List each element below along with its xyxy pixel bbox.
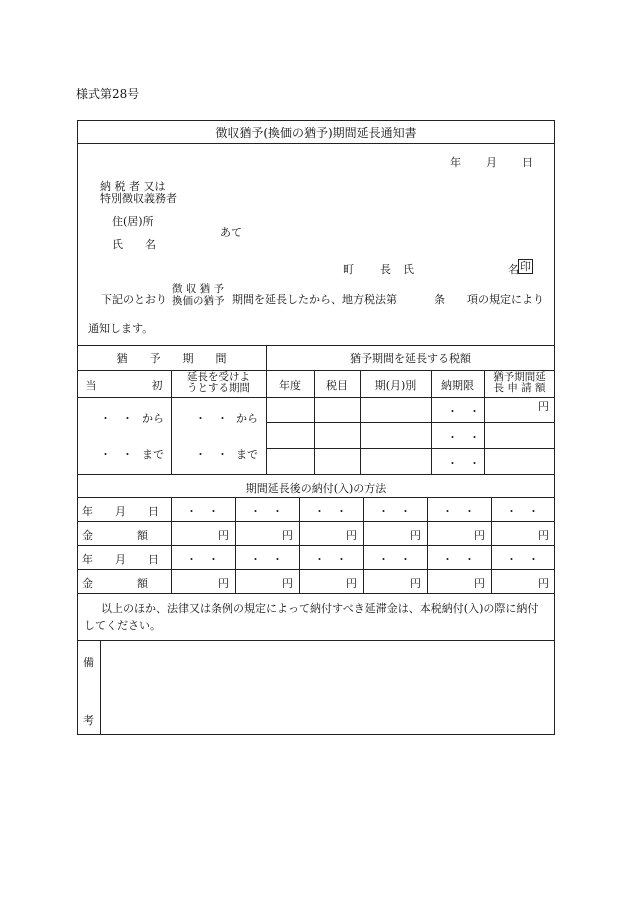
payment-date-1-2: ・ ・ [250, 505, 283, 518]
payment-date-2-3: ・ ・ [314, 553, 347, 566]
payment-yen-2-1: 円 [218, 577, 229, 590]
col-requested-line2: うとする期間 [187, 382, 250, 394]
col-period: 期(月)別 [374, 379, 417, 392]
late-charge-note: 以上のほか、法律又は条例の規定によって納付すべき延滞金は、本税納付(入)の際に納付してください。 [84, 602, 539, 632]
rule [491, 497, 492, 593]
payment-amount-label-2: 金 額 [82, 577, 148, 590]
address-label: 住(居)所 [112, 215, 154, 228]
payment-yen-2-5: 円 [474, 577, 485, 590]
initial-until-label: まで [142, 448, 164, 461]
remarks-field[interactable] [101, 641, 554, 734]
initial-from-label: から [142, 412, 164, 425]
requested-until-label: まで [236, 448, 258, 461]
deferral-period-header: 猶 予 期 間 [116, 352, 227, 365]
due-date-row2: ・ ・ [447, 431, 480, 444]
rule [299, 497, 300, 593]
payment-date-1-4: ・ ・ [378, 505, 411, 518]
payment-yen-1-1: 円 [218, 529, 229, 542]
issuer-town: 町 [343, 263, 354, 276]
payment-method-header: 期間延長後の納付(入)の方法 [245, 482, 387, 495]
col-requested-line1: 延長を受けよ [187, 371, 250, 383]
payment-date-label-1: 年 月 日 [82, 505, 159, 518]
remarks-label-bottom: 考 [83, 714, 94, 727]
col-amount-line1: 猶予期間延 [493, 371, 546, 383]
issuer-name: 名 [508, 263, 519, 276]
col-amount-line2: 長 申 請 額 [493, 382, 546, 394]
col-fiscal-year: 年度 [279, 379, 301, 392]
rule [266, 448, 555, 449]
rule [266, 422, 555, 423]
rule [77, 521, 555, 522]
form-title: 徴収猶予(換価の猶予)期間延長通知書 [215, 126, 417, 140]
rule [171, 497, 172, 593]
rule [77, 545, 555, 546]
payment-date-1-1: ・ ・ [186, 505, 219, 518]
choice-collection-deferral: 徴 収 猶 予 [172, 283, 225, 295]
payment-yen-1-6: 円 [538, 529, 549, 542]
taxpayer-label: 納 税 者 又は [100, 180, 166, 193]
payment-yen-1-4: 円 [410, 529, 421, 542]
requested-from-date: ・ ・ [195, 412, 228, 425]
payment-date-1-5: ・ ・ [442, 505, 475, 518]
body-article: 条 [434, 293, 445, 306]
body-end: 項の規定により [467, 293, 544, 306]
rule [235, 497, 236, 593]
payment-yen-2-4: 円 [410, 577, 421, 590]
payment-date-label-2: 年 月 日 [82, 553, 159, 566]
requested-from-label: から [236, 412, 258, 425]
col-tax-item: 税目 [326, 379, 348, 392]
special-collector-label: 特別徴収義務者 [100, 192, 177, 205]
rule [77, 143, 555, 144]
payment-yen-2-2: 円 [282, 577, 293, 590]
col-due-date: 納期限 [441, 379, 474, 392]
payment-date-2-2: ・ ・ [250, 553, 283, 566]
seal-mark [518, 259, 533, 274]
initial-until-date: ・ ・ [100, 448, 133, 461]
rule [77, 474, 555, 475]
date-month-label: 月 [486, 156, 497, 169]
addressee-label: あて [220, 226, 242, 239]
payment-yen-2-3: 円 [346, 577, 357, 590]
requested-until-date: ・ ・ [195, 448, 228, 461]
payment-amount-label-1: 金 額 [82, 529, 148, 542]
payment-date-2-6: ・ ・ [506, 553, 539, 566]
rule [77, 593, 555, 594]
rule [363, 497, 364, 593]
rule [77, 569, 555, 570]
form-number: 様式第28号 [76, 87, 140, 101]
payment-date-2-5: ・ ・ [442, 553, 475, 566]
amount-yen-unit: 円 [538, 400, 549, 413]
date-year-label: 年 [450, 156, 461, 169]
issuer-chief: 長 [380, 263, 391, 276]
date-day-label: 日 [522, 156, 533, 169]
payment-yen-1-5: 円 [474, 529, 485, 542]
rule [427, 497, 428, 593]
due-date-row3: ・ ・ [447, 457, 480, 470]
payment-date-1-6: ・ ・ [506, 505, 539, 518]
body-middle: 期間を延長したから、地方税法第 [232, 293, 397, 306]
payment-date-1-3: ・ ・ [314, 505, 347, 518]
choice-realization-deferral: 換価の猶予 [172, 295, 225, 307]
seal-mark-text: 印 [520, 260, 531, 273]
payment-yen-1-2: 円 [282, 529, 293, 542]
rule [77, 345, 555, 346]
payment-yen-1-3: 円 [346, 529, 357, 542]
name-label: 氏 名 [112, 238, 156, 251]
col-initial: 当 初 [85, 379, 163, 392]
initial-from-date: ・ ・ [100, 412, 133, 425]
body-notify: 通知します。 [88, 322, 154, 335]
due-date-row1: ・ ・ [447, 405, 480, 418]
body-start: 下記のとおり [101, 293, 167, 306]
payment-date-2-1: ・ ・ [186, 553, 219, 566]
payment-yen-2-6: 円 [538, 577, 549, 590]
tax-amount-header: 猶予期間を延長する税額 [350, 352, 471, 365]
remarks-label-top: 備 [83, 656, 94, 669]
rule [77, 497, 555, 498]
payment-date-2-4: ・ ・ [378, 553, 411, 566]
issuer-shi: 氏 [403, 263, 414, 276]
